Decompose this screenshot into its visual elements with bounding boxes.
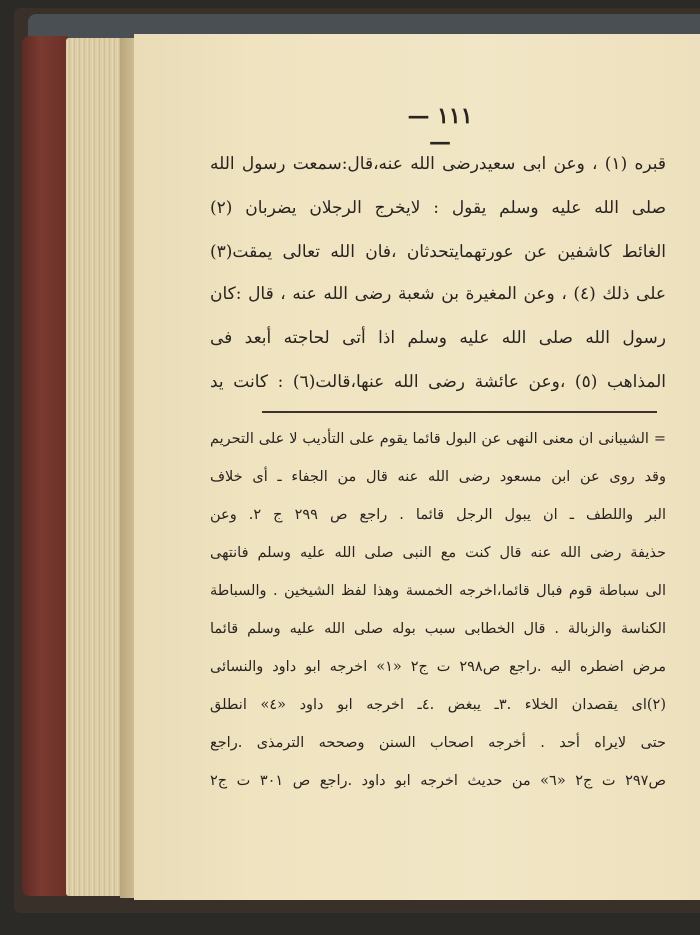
- footnote-divider: [262, 411, 657, 413]
- footnote-line: البر واللطف ـ ان يبول الرجل قائما . راجع ص ٢٩٩ ج ٢. وعن: [210, 507, 667, 523]
- footnote-line: مرض اضطره اليه .راجع ص٢٩٨ ت ج٢ «١» اخرجه ابو داود والنسائى: [210, 659, 666, 675]
- footnote-line: = الشيبانى ان معنى النهى عن البول قائما يقوم على التأديب لا على التحريم: [210, 431, 666, 447]
- main-text-line: المذاهب (٥) ،وعن عائشة رضى الله عنها،قالت(٦) : كانت يد: [210, 372, 667, 392]
- footnote-line: ص٢٩٧ ت ج٢ «٦» من حديث اخرجه ابو داود .راجع ص ٣٠١ ت ج٢: [210, 773, 666, 789]
- page-number: — ١١١ —: [407, 103, 473, 155]
- main-text-line: رسول الله صلى الله عليه وسلم اذا أتى لحاجته أبعد فى: [210, 328, 666, 348]
- main-text-line: على ذلك (٤) ، وعن المغيرة بن شعبة رضى الله عنه ، قال :كان: [210, 284, 666, 304]
- footnote-line: وقد روى عن ابن مسعود رضى الله عنه قال من الجفاء ـ أى خلاف: [210, 469, 666, 485]
- main-text-line: صلى الله عليه وسلم يقول : لايخرج الرجلان يضربان (٢): [210, 198, 666, 218]
- footnote-line: (٢)اى يقصدان الخلاء .٣ـ يبغض .٤ـ اخرجه ابو داود «٤» انطلق: [210, 697, 666, 713]
- footnote-line: الى سباطة قوم فبال قائما،اخرجه الخمسة وهذا لفظ الشيخين . والسباطة: [210, 583, 666, 599]
- book-spine: [22, 36, 68, 896]
- footnote-line: الكناسة والزبالة . قال الخطابى سبب بوله صلى الله عليه وسلم قائما: [210, 621, 666, 637]
- main-text-line: قبره (١) ، وعن ابى سعيدرضى الله عنه،قال:سمعت رسول الله: [210, 154, 666, 174]
- main-text-line: الغائط كاشفين عن عورتهمايتحدثان ،فان الله تعالى يمقت(٣): [210, 242, 666, 262]
- footnote-line: حتى لايراه أحد . أخرجه اصحاب السنن وصححه الترمذى .راجع: [210, 735, 666, 751]
- footnote-line: حذيفة رضى الله عنه قال كنت مع النبى صلى الله عليه وسلم فانتهى: [210, 545, 666, 561]
